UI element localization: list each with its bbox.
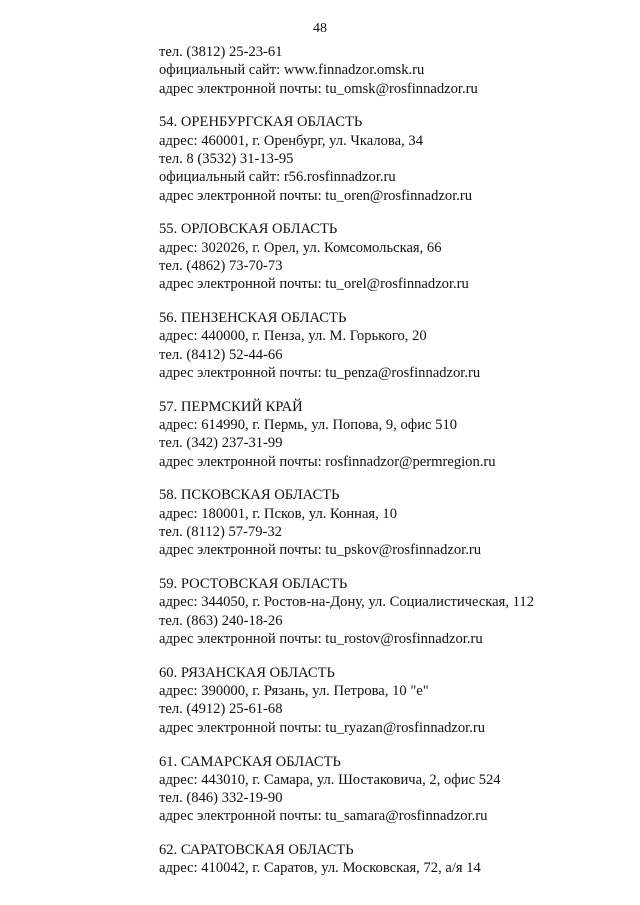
- page-number: 48: [313, 21, 327, 36]
- region-detail-line: тел. (863) 240-18-26: [159, 612, 283, 629]
- region-entry: [159, 664, 629, 737]
- region-entry: [159, 113, 629, 204]
- intro-phone: тел. (3812) 25-23-61: [159, 44, 283, 60]
- region-detail-line: адрес: 614990, г. Пермь, ул. Попова, 9, офис 510: [159, 417, 458, 434]
- document-body: [159, 43, 629, 893]
- region-detail-line: тел. (342) 237-31-99: [159, 435, 283, 452]
- region-detail-line: адрес электронной почты: rosfinnadzor@permregion.ru: [159, 453, 496, 470]
- region-entry: [159, 753, 629, 826]
- region-detail-line: тел. (8112) 57-79-32: [159, 524, 282, 541]
- region-detail-line: адрес электронной почты: tu_rostov@rosfinnadzor.ru: [159, 631, 483, 648]
- region-title: 62. САРАТОВСКАЯ ОБЛАСТЬ: [159, 842, 354, 859]
- region-entry: [159, 841, 629, 878]
- region-detail-line: адрес электронной почты: tu_penza@rosfinnadzor.ru: [159, 364, 481, 381]
- region-detail-line: тел. 8 (3532) 31-13-95: [159, 150, 294, 167]
- region-detail-line: адрес: 443010, г. Самара, ул. Шостаковича, 2, офис 524: [159, 771, 501, 788]
- region-detail-line: тел. (846) 332-19-90: [159, 790, 283, 807]
- region-title: 55. ОРЛОВСКАЯ ОБЛАСТЬ: [159, 221, 338, 238]
- region-entries-list: [159, 113, 629, 877]
- region-title: 60. РЯЗАНСКАЯ ОБЛАСТЬ: [159, 664, 335, 681]
- region-detail-line: адрес: 344050, г. Ростов-на-Дону, ул. Социалистическая, 112: [159, 594, 535, 611]
- region-detail-line: официальный сайт: r56.rosfinnadzor.ru: [159, 169, 396, 186]
- region-entry: [159, 398, 629, 471]
- intro-email: адрес электронной почты: tu_omsk@rosfinnadzor.ru: [159, 80, 478, 97]
- region-title: 58. ПСКОВСКАЯ ОБЛАСТЬ: [159, 487, 340, 504]
- region-detail-line: адрес: 302026, г. Орел, ул. Комсомольская, 66: [159, 239, 442, 256]
- region-detail-line: тел. (4862) 73-70-73: [159, 257, 283, 274]
- region-entry: [159, 220, 629, 293]
- intro-contact-block: [159, 43, 629, 98]
- region-entry: [159, 575, 629, 648]
- region-detail-line: адрес электронной почты: tu_orel@rosfinnadzor.ru: [159, 276, 469, 293]
- region-title: 56. ПЕНЗЕНСКАЯ ОБЛАСТЬ: [159, 310, 347, 327]
- region-title: 57. ПЕРМСКИЙ КРАЙ: [159, 398, 303, 415]
- region-detail-line: адрес: 180001, г. Псков, ул. Конная, 10: [159, 505, 398, 522]
- region-detail-line: адрес: 390000, г. Рязань, ул. Петрова, 10 "е": [159, 683, 429, 700]
- region-detail-line: адрес: 460001, г. Оренбург, ул. Чкалова, 34: [159, 132, 423, 149]
- region-detail-line: адрес: 440000, г. Пенза, ул. М. Горького, 20: [159, 328, 427, 345]
- region-title: 61. САМАРСКАЯ ОБЛАСТЬ: [159, 753, 341, 770]
- region-detail-line: адрес электронной почты: tu_samara@rosfinnadzor.ru: [159, 808, 488, 825]
- region-detail-line: тел. (4912) 25-61-68: [159, 701, 283, 718]
- region-entry: [159, 309, 629, 382]
- region-detail-line: адрес электронной почты: tu_pskov@rosfinnadzor.ru: [159, 542, 482, 559]
- region-title: 59. РОСТОВСКАЯ ОБЛАСТЬ: [159, 576, 348, 593]
- intro-website: официальный сайт: www.finnadzor.omsk.ru: [159, 62, 425, 79]
- region-title: 54. ОРЕНБУРГСКАЯ ОБЛАСТЬ: [159, 114, 363, 131]
- region-detail-line: адрес электронной почты: tu_ryazan@rosfinnadzor.ru: [159, 719, 486, 736]
- region-detail-line: адрес электронной почты: tu_oren@rosfinnadzor.ru: [159, 187, 473, 204]
- region-detail-line: тел. (8412) 52-44-66: [159, 346, 283, 363]
- region-detail-line: адрес: 410042, г. Саратов, ул. Московская, 72, а/я 14: [159, 860, 481, 877]
- region-entry: [159, 486, 629, 559]
